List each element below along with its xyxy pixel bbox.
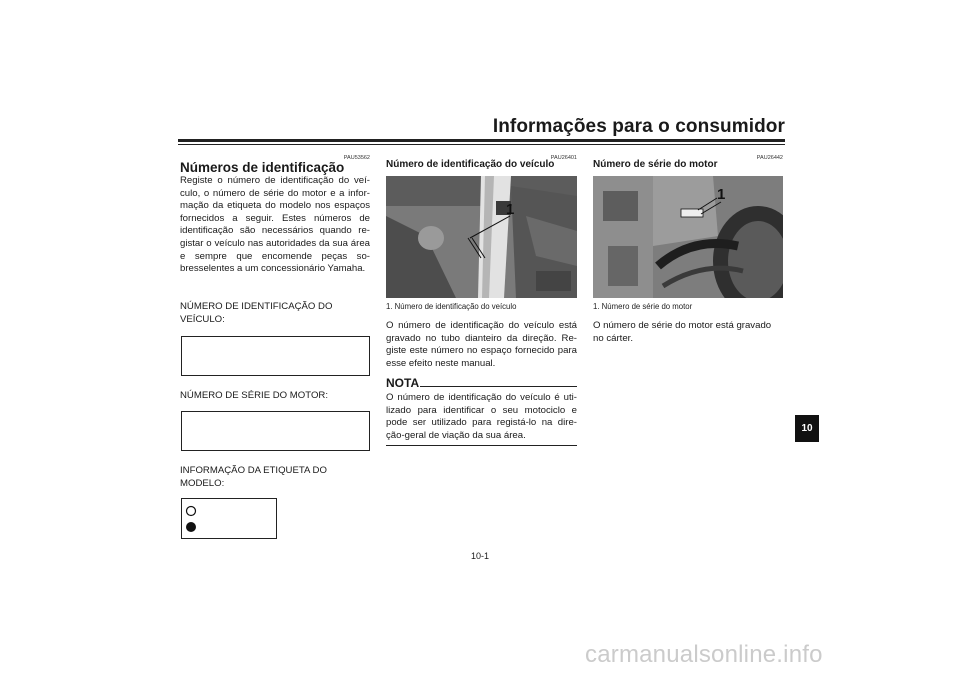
page-header-title: Informações para o consumidor — [492, 116, 785, 137]
engine-serial-paragraph: O número de série do motor está gravado no cárter. — [593, 320, 772, 344]
section-title: Número de série do motor — [593, 159, 718, 170]
section-title: Número de identificação do veículo — [386, 159, 555, 170]
section-title: Números de identificação — [180, 160, 345, 175]
vin-location-photo — [386, 176, 577, 298]
hollow-circle-icon — [187, 507, 196, 516]
nota-label: NOTA — [386, 376, 420, 390]
engine-serial-entry-box — [181, 411, 370, 451]
filled-circle-icon — [186, 522, 196, 532]
crankcase-illustration — [593, 176, 783, 298]
engine-serial-photo — [593, 176, 783, 298]
callout-number: 1 — [717, 186, 726, 203]
vin-label: NÚMERO DE IDENTIFICAÇÃO DO VEÍCULO: — [180, 301, 333, 325]
page-number: 10-1 — [470, 551, 489, 561]
header-rule-thin — [178, 144, 785, 145]
steering-head-illustration — [386, 176, 577, 298]
nota-text: O número de identificação do veículo é uti-lizado para identificar o seu motociclo e pode ser utilizado para registá-lo na dire-ção-geral de viação da sua área. — [386, 392, 577, 441]
section-code: PAU26401 — [550, 155, 577, 161]
photo-caption: 1. Número de série do motor — [593, 302, 693, 311]
model-label-markers — [182, 499, 276, 538]
model-label-box — [181, 498, 277, 539]
section-code: PAU26442 — [756, 155, 783, 161]
section-code: PAU53562 — [343, 155, 370, 161]
engine-serial-label: NÚMERO DE SÉRIE DO MOTOR: — [180, 390, 329, 401]
model-label-heading: INFORMAÇÃO DA ETIQUETA DO MODELO: — [180, 465, 327, 489]
intro-paragraph: Registe o número de identificação do veí-culo, o número de série do motor e a infor-mação da etiqueta do modelo nos espaços fornecidos a seguir. Estes números de identificação são necessários quando re-gistar o veículo nas autoridades da sua área e sempre que encomende peças so-bresselentes a um concessionário Yamaha. — [180, 175, 370, 275]
nota-rule — [420, 386, 577, 387]
nota-end-rule — [386, 445, 577, 446]
vin-entry-box — [181, 336, 370, 376]
callout-number: 1 — [506, 201, 515, 218]
photo-caption: 1. Número de identificação do veículo — [386, 302, 517, 311]
header-rule — [178, 139, 785, 142]
watermark: carmanualsonline.info — [585, 641, 823, 668]
chapter-tab: 10 — [795, 415, 819, 442]
vin-paragraph: O número de identificação do veículo está gravado no tubo dianteiro da direção. Re-giste este número no espaço fornecido para esse efeito neste manual. — [386, 320, 577, 369]
